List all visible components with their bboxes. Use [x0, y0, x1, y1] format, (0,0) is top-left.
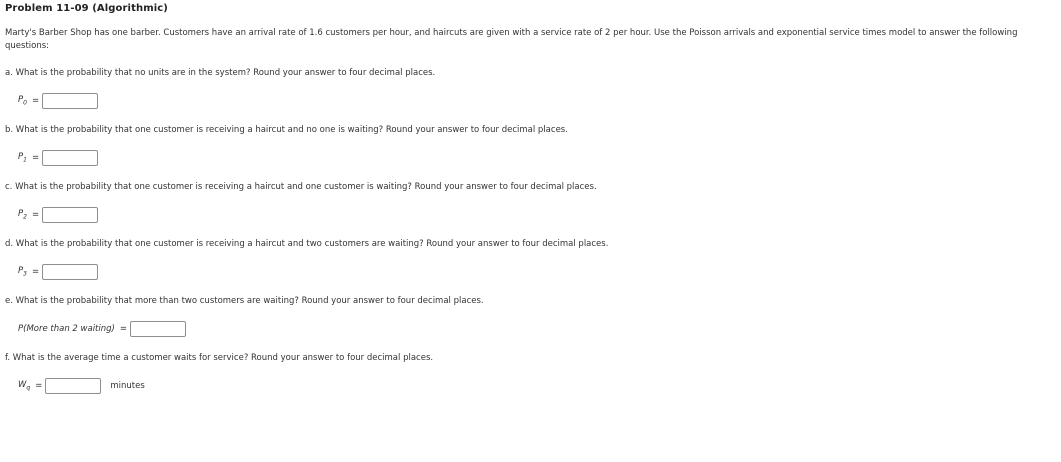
answer-row-p1	[18, 150, 98, 166]
p3-input[interactable]	[42, 264, 98, 280]
p1-label: $P_1$	[18, 152, 27, 164]
problem-intro: Marty's Barber Shop has one barber. Customers have an arrival rate of 1.6 customers per hour, and haircuts are given with a service rate of 2 per hour. Use the Poisson arrivals and exponential service times model to answer the following questions:	[5, 28, 1018, 51]
wq-label: $W_q$	[18, 380, 31, 392]
equals-sign: =	[31, 153, 40, 163]
answer-row-p2	[18, 207, 98, 223]
p1-input[interactable]	[42, 150, 98, 166]
answer-row-p0	[18, 93, 98, 109]
p3-label: $P_3$	[18, 266, 27, 278]
answer-row-wq	[18, 378, 145, 394]
question-b: b. What is the probability that one customer is receiving a haircut and no one is waiting? Round your answer to four decimal places.	[5, 125, 568, 135]
question-c: c. What is the probability that one customer is receiving a haircut and one customer is waiting? Round your answer to four decimal places.	[5, 182, 597, 192]
problem-title: Problem 11-09 (Algorithmic)	[5, 3, 168, 14]
more-than-two-label: P(More than 2 waiting)	[18, 324, 115, 334]
question-d: d. What is the probability that one customer is receiving a haircut and two customers are waiting? Round your answer to four decimal places.	[5, 239, 609, 249]
question-e: e. What is the probability that more than two customers are waiting? Round your answer to four decimal places.	[5, 296, 484, 306]
p2-input[interactable]	[42, 207, 98, 223]
answer-row-p3	[18, 264, 98, 280]
more-than-two-input[interactable]	[130, 321, 186, 337]
equals-sign: =	[35, 381, 43, 391]
question-f: f. What is the average time a customer waits for service? Round your answer to four decimal places.	[5, 353, 434, 363]
equals-sign: =	[31, 210, 40, 220]
wq-input[interactable]	[45, 378, 101, 394]
wq-unit: minutes	[110, 381, 145, 391]
equals-sign: =	[31, 267, 40, 277]
question-a: a. What is the probability that no units are in the system? Round your answer to four decimal places.	[5, 68, 436, 78]
equals-sign: =	[119, 324, 127, 334]
p0-label: $P_0$	[18, 95, 27, 107]
answer-row-more-than-two	[18, 321, 186, 337]
p2-label: $P_2$	[18, 209, 27, 221]
p0-input[interactable]	[42, 93, 98, 109]
equals-sign: =	[31, 96, 40, 106]
